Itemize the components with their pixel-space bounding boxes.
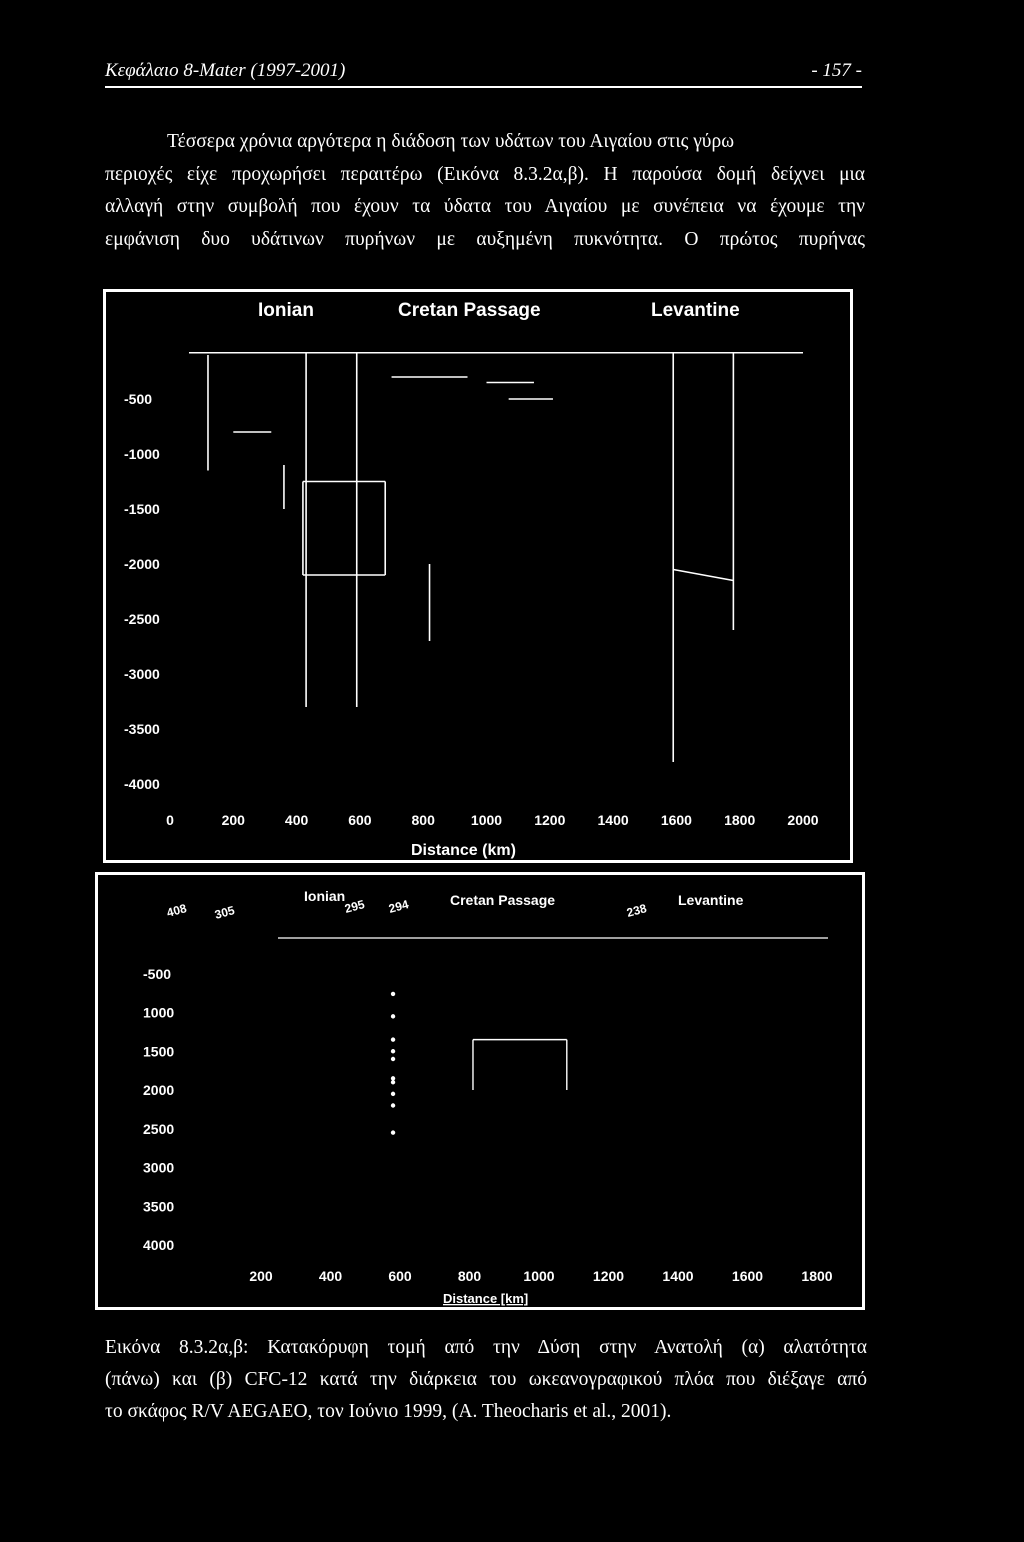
contour-line	[673, 570, 733, 581]
caption-line: Εικόνα 8.3.2α,β: Κατακόρυφη τομή από την Δύση στην Ανατολή (α) αλατότητα	[105, 1337, 867, 1358]
y-tick-label: -2000	[124, 556, 160, 572]
x-tick-label: 1000	[470, 812, 503, 828]
paragraph-line: περιοχές είχε προχωρήσει περαιτέρω (Εικόνα 8.3.2α,β). Η παρούσα δομή δείχνει μια	[105, 163, 865, 185]
sample-point	[391, 1080, 395, 1084]
x-tick-label: 1200	[534, 812, 566, 828]
y-tick-label: -1000	[124, 446, 160, 462]
x-tick-label: 1600	[660, 812, 692, 828]
x-tick-label: 1400	[597, 812, 629, 828]
region-label-levantine: Levantine	[678, 892, 744, 908]
station-label: 295	[343, 897, 367, 916]
y-tick-label: -500	[124, 391, 153, 407]
y-tick-label: -3000	[124, 666, 160, 682]
y-tick-label: 1500	[143, 1043, 175, 1060]
caption-line: (πάνω) και (β) CFC-12 κατά την διάρκεια του ωκεανογραφικού πλόα που διέξαγε από	[105, 1369, 867, 1390]
figure-cfc12-section	[95, 872, 865, 1310]
x-tick-label: 2000	[787, 812, 819, 828]
x-tick-label: 200	[221, 812, 245, 828]
region-label-ionian: Ionian	[304, 888, 346, 904]
sample-point	[391, 1076, 395, 1080]
sample-point	[391, 1037, 395, 1041]
x-tick-label: 600	[348, 812, 372, 828]
station-label: 294	[387, 897, 411, 916]
x-tick-label: 1200	[592, 1268, 625, 1284]
region-label-cretan-passage: Cretan Passage	[450, 892, 556, 908]
sample-point	[391, 992, 395, 996]
x-tick-label: 1800	[724, 812, 756, 828]
x-tick-label: 0	[166, 812, 174, 828]
station-label: 238	[625, 901, 649, 920]
page-number: - 157 -	[811, 60, 862, 81]
x-axis-label: Distance [km]	[443, 1291, 529, 1306]
y-tick-label: 2000	[143, 1082, 175, 1098]
sample-point	[391, 1057, 395, 1061]
sample-point	[391, 1092, 395, 1096]
x-tick-label: 1000	[523, 1268, 555, 1284]
y-tick-label: -3500	[124, 721, 160, 737]
region-label-cretan-passage: Cretan Passage	[398, 300, 541, 321]
station-label: 408	[165, 901, 189, 920]
x-tick-label: 1600	[731, 1268, 764, 1284]
caption-line: το σκάφος R/V AEGAEO, τον Ιούνιο 1999, (A. Theocharis et al., 2001).	[105, 1401, 672, 1422]
figure-salinity-section	[103, 289, 853, 863]
x-tick-label: 800	[457, 1268, 482, 1284]
paragraph-line: Τέσσερα χρόνια αργότερα η διάδοση των υδάτων του Αιγαίου στις γύρω	[167, 131, 735, 152]
y-tick-label: 1000	[143, 1004, 175, 1021]
y-tick-label: -500	[143, 965, 172, 982]
region-label-levantine: Levantine	[651, 300, 740, 321]
paragraph-line: εμφάνιση δυο υδάτινων πυρήνων με αυξημένη πυκνότητα. Ο πρώτος πυρήνας	[105, 228, 865, 250]
x-tick-label: 200	[249, 1268, 273, 1284]
x-axis-label: Distance (km)	[411, 842, 516, 859]
x-tick-label: 800	[411, 812, 435, 828]
sample-point	[391, 1014, 395, 1018]
body-paragraph	[105, 126, 865, 256]
paragraph-line: αλλαγή στην συμβολή που έχουν τα ύδατα του Αιγαίου με συνέπεια να έχουμε την	[105, 196, 865, 217]
sample-point	[391, 1130, 395, 1134]
y-tick-label: -4000	[124, 776, 160, 792]
x-tick-label: 600	[388, 1268, 412, 1284]
chapter-title: Κεφάλαιο 8-Mater (1997-2001)	[105, 60, 346, 81]
y-tick-label: 3500	[143, 1198, 175, 1215]
page-header	[105, 58, 862, 88]
cfc12-chart	[98, 875, 862, 1307]
y-tick-label: -2500	[124, 611, 160, 627]
x-tick-label: 400	[284, 812, 309, 828]
sample-point	[391, 1103, 395, 1107]
y-tick-label: 4000	[143, 1237, 175, 1253]
y-tick-label: -1500	[124, 501, 160, 517]
y-tick-label: 2500	[143, 1120, 175, 1137]
y-tick-label: 3000	[143, 1159, 175, 1176]
x-tick-label: 1800	[801, 1268, 833, 1284]
region-label-ionian: Ionian	[258, 300, 314, 321]
sample-point	[391, 1049, 395, 1053]
station-label: 305	[213, 903, 237, 922]
x-tick-label: 400	[318, 1268, 343, 1284]
x-tick-label: 1400	[662, 1268, 694, 1284]
figure-caption	[105, 1332, 867, 1428]
salinity-chart	[106, 292, 850, 860]
